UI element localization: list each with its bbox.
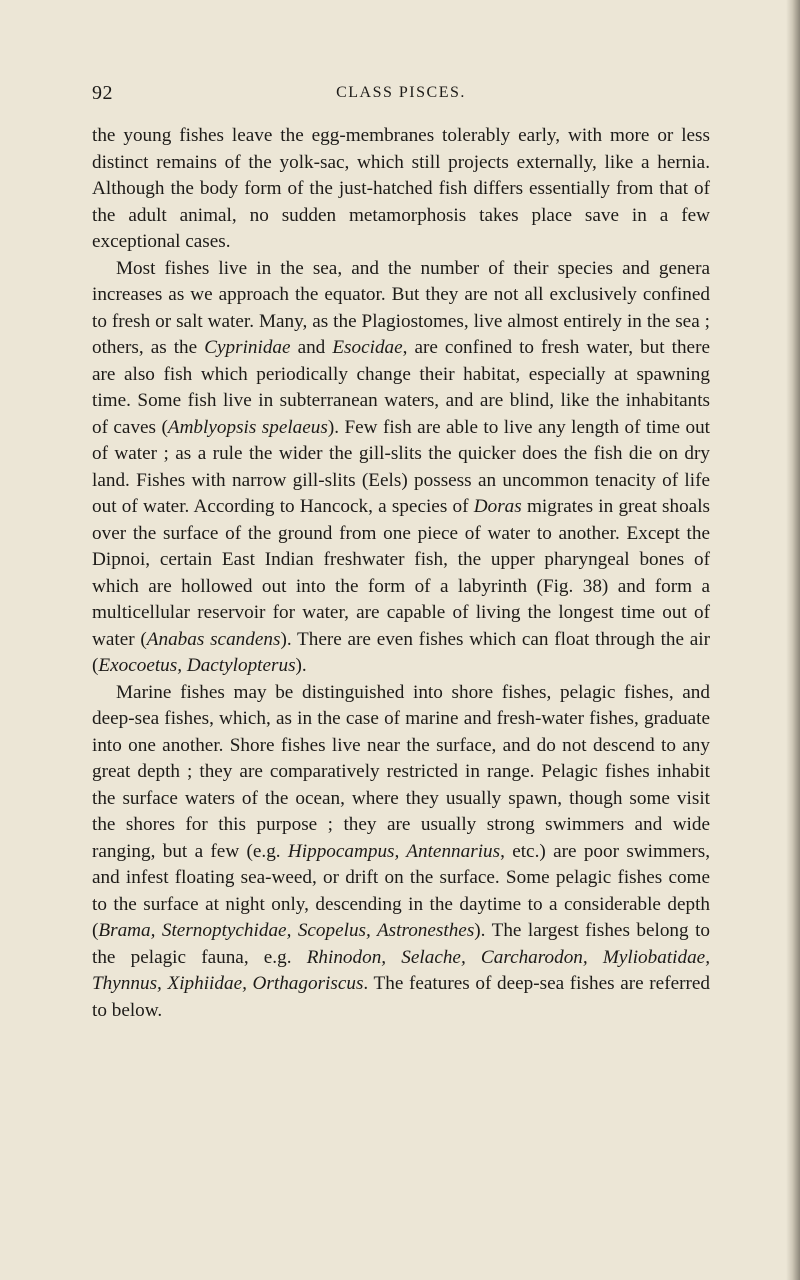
page-header [92, 82, 710, 112]
text-run: ). There are even fishes which can float through the air ( [92, 628, 711, 676]
taxon-name: Esocidae [332, 337, 403, 358]
paragraph-3 [92, 680, 710, 1025]
page-edge-shadow [786, 0, 800, 1280]
paragraph-2 [92, 256, 710, 680]
page-number: 92 [92, 82, 113, 104]
taxon-name: Anabas scandens [146, 628, 281, 650]
taxon-name: Brama, Sternoptychidae, Scopelus, Astronesthes [98, 920, 475, 941]
text-run: the young fishes leave the egg-membranes tolerably early, with more or less distinct remains of the yolk-sac, which still projects externally, like a hernia. Although the body form of the just-hatched fish differs essentially from that of the adult animal, no sudden metamorphosis takes place save in a few exceptional cases. [92, 125, 710, 252]
text-run: , etc.) are poor swimmers, and infest floating sea-weed, or drift on the surface. Some pelagic fishes come to the surface at night only, descending in the daytime to a considerable depth ( [92, 840, 710, 941]
text-run: migrates in great shoals over the surface of the ground from one piece of water to another. Except the Dipnoi, certain East Indian freshwater fish, the upper pharyngeal bones of which are hollowed out into the form of a labyrinth (Fig. 38) and form a multicellular reservoir for water, are capable of living the longest time out of water ( [92, 496, 711, 650]
text-run: and [290, 337, 333, 358]
running-title: CLASS PISCES. [336, 84, 466, 101]
taxon-name: Exocoetus, Dactylopterus [98, 655, 296, 676]
text-run: Marine fishes may be distinguished into shore fishes, pelagic fishes, and deep-sea fishes, which, as in the case of marine and fresh-water fishes, graduate into one another. Shore fishes live near the surface, and do not descend to any great depth ; they are comparatively restricted in range. Pelagic fishes inhabit the surface waters of the ocean, where they usually spawn, though some visit the shores for this purpose ; they are usually strong swimmers and wide ranging, but a few (e.g. [92, 681, 710, 862]
taxon-name: Cyprinidae [204, 337, 291, 358]
text-run: ). [295, 655, 307, 676]
text-run: ). Few fish are able to live any length of time out of water ; as a rule the wider the gill-slits the quicker does the fish die on dry land. Fishes with narrow gill-slits (Eels) possess an uncommon tenacity of life out of water. According to Hancock, a species of [92, 416, 711, 517]
taxon-name: Doras [473, 496, 522, 517]
text-run: . The features of deep-sea fishes are referred to below. [92, 973, 710, 1021]
text-run: ). The largest fishes belong to the pelagic fauna, e.g. [92, 920, 710, 968]
taxon-name: Amblyopsis spelaeus [167, 416, 328, 438]
text-run: Most fishes live in the sea, and the number of their species and genera increases as we approach the equator. But they are not all exclusively confined to fresh or salt water. Many, as the Plagiostomes, live almost entirely in the sea ; others, as the [92, 257, 710, 358]
taxon-name: Rhinodon, Selache, Carcharodon, Myliobatidae, Thynnus, Xiphiidae, Orthagoriscus [92, 946, 710, 994]
taxon-name: Hippocampus, Antennarius [287, 840, 501, 862]
paragraph-1 [92, 123, 710, 256]
body-text [92, 123, 710, 1024]
text-run: , are confined to fresh water, but there are also fish which periodically change their habitat, especially at spawning time. Some fish live in subterranean waters, and are blind, like the inhabitants of caves ( [92, 337, 710, 438]
